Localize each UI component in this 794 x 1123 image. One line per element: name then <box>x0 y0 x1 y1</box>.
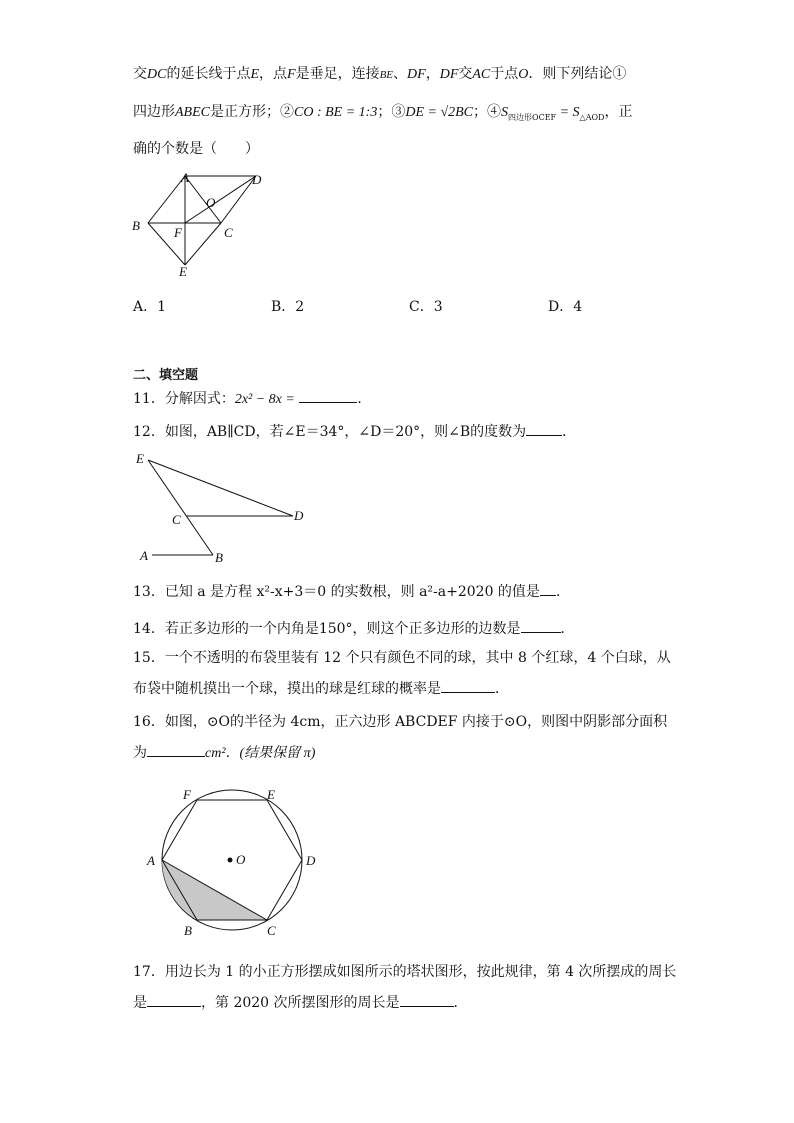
label-o: O <box>206 195 216 210</box>
label-e: E <box>267 787 275 802</box>
question-15-line2: 布袋中随机摸出一个球，摸出的球是红球的概率是 ． <box>133 678 509 699</box>
question-16-line2: 为 cm²．(结果保留 π) <box>133 742 315 764</box>
question-16-line1: 16．如图，⊙O的半径为 4cm，正六边形 ABCDEF 内接于⊙O，则图中阴影部分面积 <box>133 714 668 730</box>
label-d: D <box>294 508 304 523</box>
answer-blank-15[interactable] <box>441 678 495 693</box>
answer-blank-12[interactable] <box>526 421 562 436</box>
center-point <box>228 858 233 863</box>
label-c: C <box>172 512 181 527</box>
label-e: E <box>136 451 144 466</box>
option-d[interactable]: D．4 <box>548 299 583 315</box>
option-b[interactable]: B．2 <box>271 299 305 315</box>
label-e: E <box>179 264 187 279</box>
label-c: C <box>267 923 276 938</box>
label-b: B <box>132 218 140 233</box>
answer-blank-17b[interactable] <box>400 992 454 1007</box>
q10-line2: 四边形ABEC是正方形；②CO : BE = 1:3；③DE = √2BC；$④S_{四边形OCEF} = S_{\triangle AOD}$，正 <box>133 104 633 122</box>
question-13: 13．已知 a 是方程 x²-x+3＝0 的实数根，则 a²-a+2020 的值是 ． <box>133 581 570 602</box>
figure-hexagon-circle <box>140 783 330 943</box>
section-title: 二、填空题 <box>133 368 199 383</box>
label-b: B <box>184 923 192 938</box>
answer-blank-16[interactable] <box>147 742 205 757</box>
answer-blank-17a[interactable] <box>147 992 201 1007</box>
label-d: D <box>306 853 316 868</box>
label-f: F <box>174 225 182 240</box>
question-12: 12．如图，AB∥CD，若∠E＝34°，∠D＝20°，则∠B的度数为 ． <box>133 421 576 442</box>
question-15-line1: 15．一个不透明的布袋里装有 12 个只有颜色不同的球，其中 8 个红球，4 个白球，从 <box>133 650 671 666</box>
answer-blank-14[interactable] <box>521 618 561 633</box>
answer-blank-13[interactable] <box>540 581 556 596</box>
label-o: O <box>236 852 246 867</box>
label-a: A <box>140 548 148 563</box>
question-17-line2: 是 ，第 2020 次所摆图形的周长是 ． <box>133 992 468 1013</box>
q10-line1: 交DC的延长线于点E，点F是垂足，连接BE、DF，DF交AC于点O．则下列结论① <box>133 66 627 82</box>
figure-parallel-lines <box>128 448 313 566</box>
label-f: F <box>183 787 191 802</box>
question-17-line1: 17．用边长为 1 的小正方形摆成如图所示的塔状图形，按此规律，第 4 次所摆成的周长 <box>133 964 677 980</box>
question-11: 11．分解因式：2x² − 8x = ． <box>133 388 371 410</box>
answer-blank-11[interactable] <box>299 388 357 403</box>
option-c[interactable]: C．3 <box>409 299 443 315</box>
label-d: D <box>252 172 262 187</box>
label-a: A <box>147 853 155 868</box>
option-a[interactable]: A．1 <box>133 299 167 315</box>
figure-square-abec <box>128 170 268 280</box>
question-14: 14．若正多边形的一个内角是150°，则这个正多边形的边数是 ． <box>133 618 575 639</box>
q10-line3: 确的个数是（ ） <box>133 141 259 157</box>
label-c: C <box>224 225 233 240</box>
label-a: A <box>181 170 189 185</box>
label-b: B <box>215 550 223 565</box>
